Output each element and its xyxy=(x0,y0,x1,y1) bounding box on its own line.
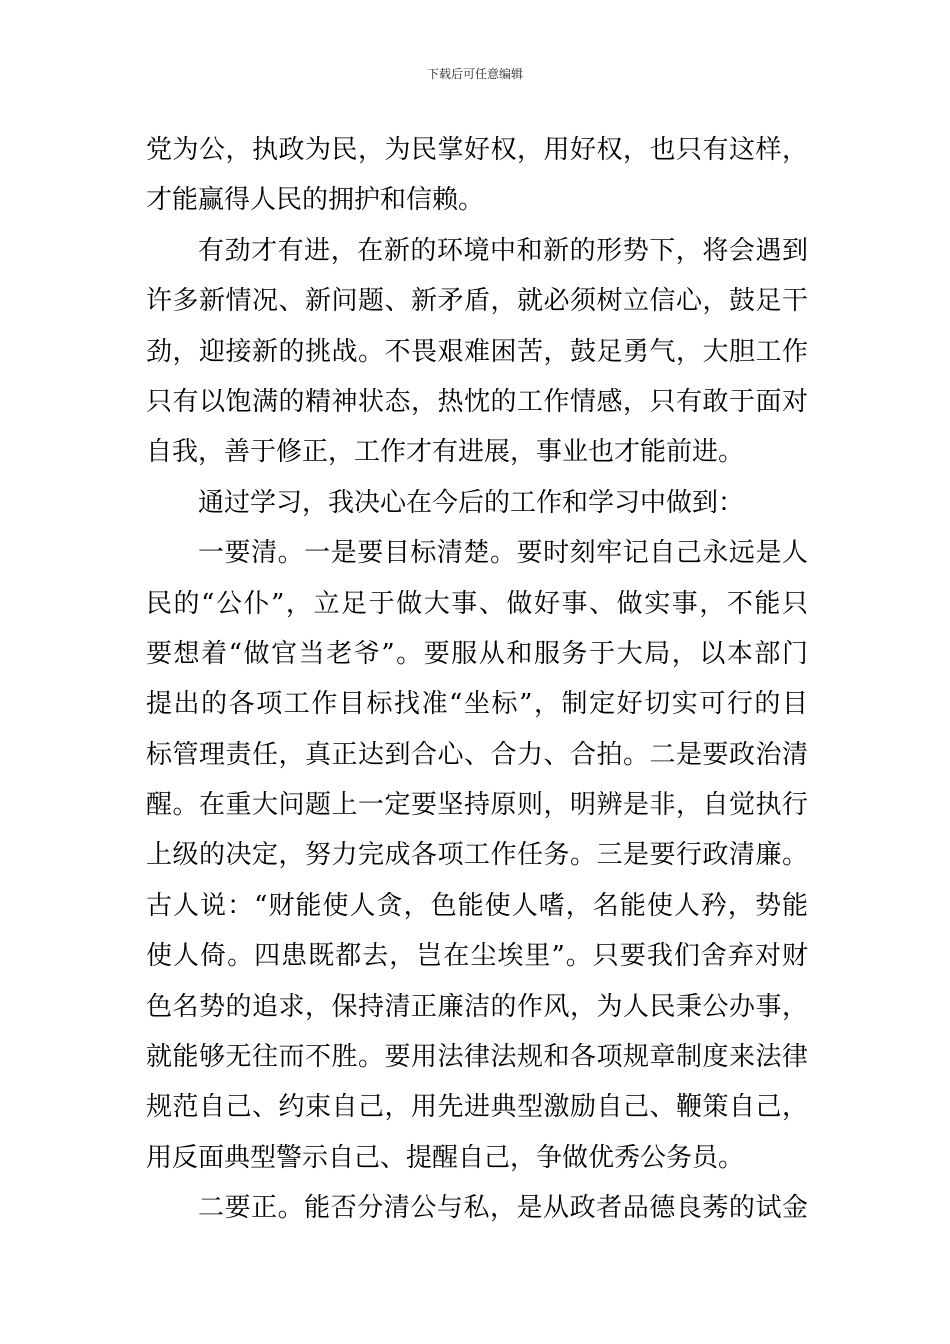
text-line: 民的“公仆”，立足于做大事、做好事、做实事，不能只 xyxy=(146,588,808,619)
text-line: 就能够无往而不胜。要用法律法规和各项规章制度来法律 xyxy=(146,1042,808,1073)
text-line: 才能赢得人民的拥护和信赖。 xyxy=(146,185,485,216)
text-line: 要想着“做官当老爷”。要服从和服务于大局，以本部门 xyxy=(146,638,808,669)
text-line: 自我，善于修正，工作才有进展，事业也才能前进。 xyxy=(146,437,745,468)
text-line: 劲，迎接新的挑战。不畏艰难困苦，鼓足勇气，大胆工作 xyxy=(146,336,808,367)
paragraph-start-line: 通过学习，我决心在今后的工作和学习中做到： xyxy=(198,487,745,518)
text-line: 用反面典型警示自己、提醒自己，争做优秀公务员。 xyxy=(146,1142,745,1173)
text-line: 使人倚。四患既都去，岂在尘埃里”。只要我们舍弃对财 xyxy=(146,941,808,972)
body-text xyxy=(146,125,808,1234)
text-line: 醒。在重大问题上一定要坚持原则，明辨是非，自觉执行 xyxy=(146,790,808,821)
text-line: 色名势的追求，保持清正廉洁的作风，为人民秉公办事， xyxy=(146,991,808,1022)
paragraph-start-line: 二要正。能否分清公与私，是从政者品德良莠的试金 xyxy=(198,1193,808,1224)
text-line: 党为公，执政为民，为民掌好权，用好权，也只有这样， xyxy=(146,135,808,165)
text-line: 古人说：“财能使人贪，色能使人嗜，名能使人矜，势能 xyxy=(146,890,808,921)
text-line: 标管理责任，真正达到合心、合力、合拍。二是要政治清 xyxy=(146,739,808,770)
header-note: 下载后可任意编辑 xyxy=(426,67,523,81)
text-line: 规范自己、约束自己，用先进典型激励自己、鞭策自己， xyxy=(146,1092,808,1123)
text-line: 许多新情况、新问题、新矛盾，就必须树立信心，鼓足干 xyxy=(146,286,808,317)
paragraph-start-line: 一要清。一是要目标清楚。要时刻牢记自己永远是人 xyxy=(198,538,808,569)
text-line: 提出的各项工作目标找准“坐标”，制定好切实可行的目 xyxy=(146,689,808,720)
paragraph-start-line: 有劲才有进，在新的环境中和新的形势下，将会遇到 xyxy=(198,235,808,266)
text-line: 上级的决定，努力完成各项工作任务。三是要行政清廉。 xyxy=(146,840,808,871)
text-line: 只有以饱满的精神状态，热忱的工作情感，只有敢于面对 xyxy=(146,386,808,417)
